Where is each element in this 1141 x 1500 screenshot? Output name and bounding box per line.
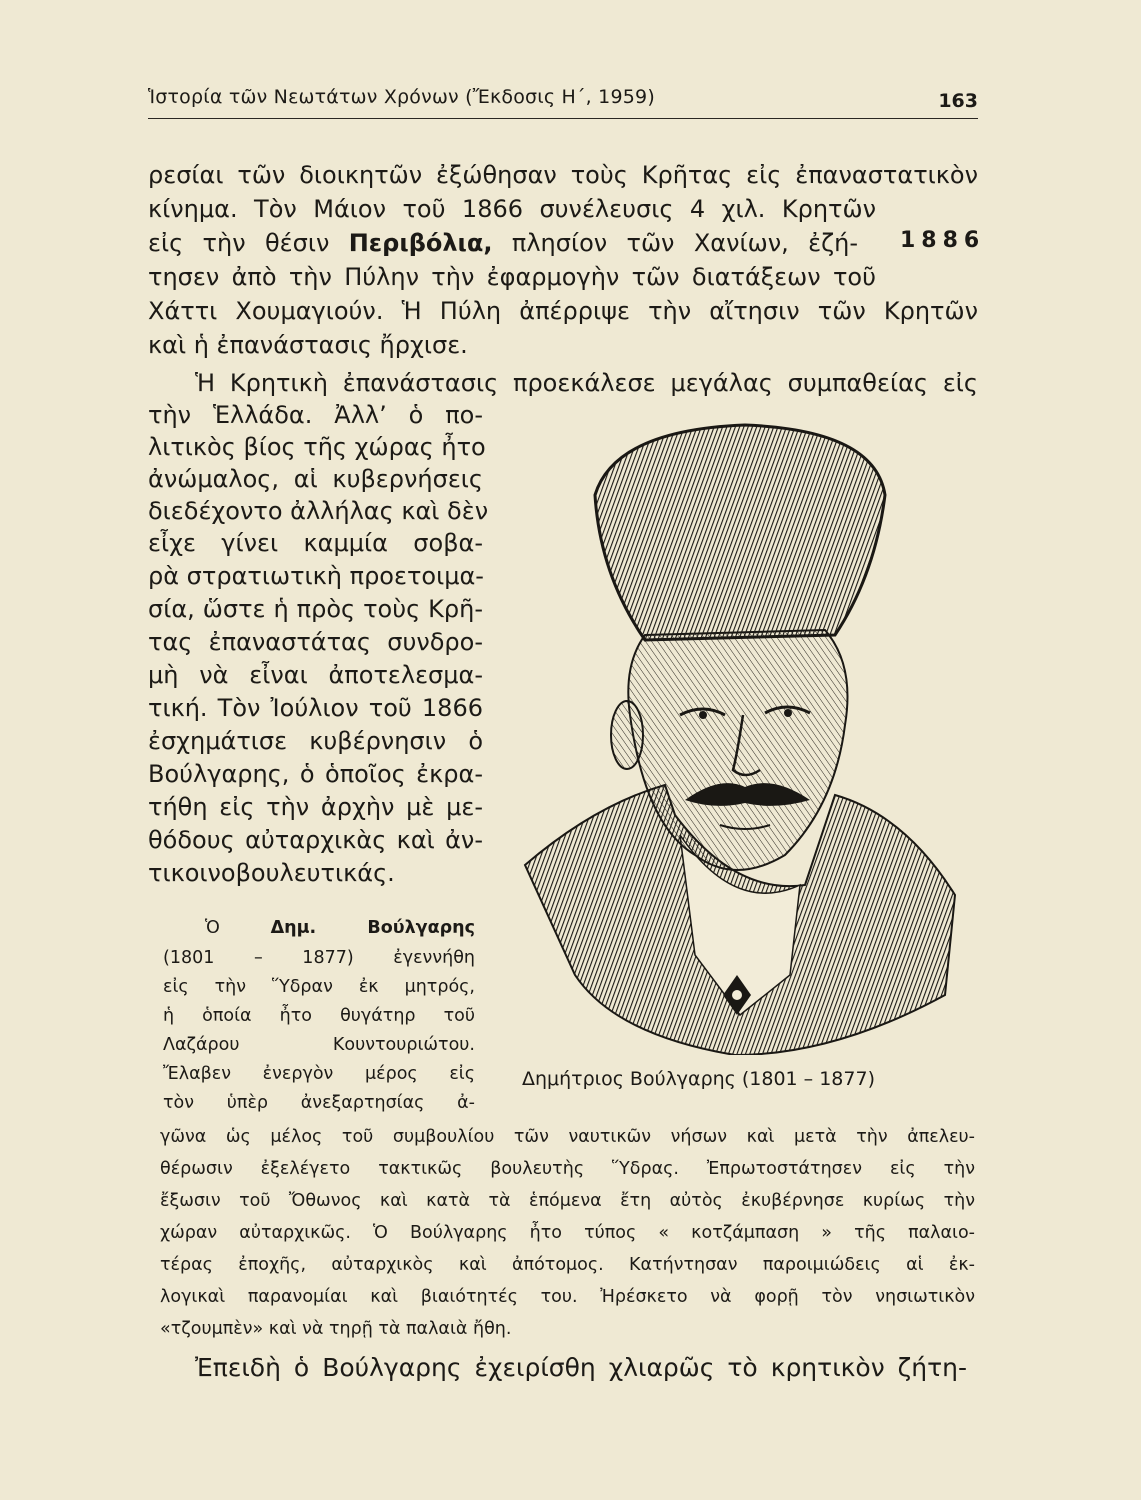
column-line: μὴ νὰ εἶναι ἀποτελεσμα-	[148, 661, 483, 689]
bio-line: εἰς τὴν Ὕδραν ἐκ μητρός,	[163, 977, 475, 997]
bio-name-bold: Δημ. Βούλγαρης	[270, 918, 475, 938]
column-line: τήθη εἰς τὴν ἀρχὴν μὲ με-	[148, 793, 483, 821]
running-title: Ἱστορία τῶν Νεωτάτων Χρόνων (Ἔκδοσις Η΄, 1959)	[148, 86, 655, 108]
bio-line: ἔξωσιν τοῦ Ὄθωνος καὶ κατὰ τὰ ἑπόμενα ἔτη αὐτὸς ἐκυβέρνησε κυρίως τὴν	[160, 1191, 975, 1211]
running-header	[148, 78, 978, 119]
column-line: τὴν Ἑλλάδα. Ἀλλ’ ὁ πο-	[148, 401, 483, 429]
text-line: Ἡ Κρητικὴ ἐπανάστασις προεκάλεσε μεγάλας συμπαθείας εἰς	[195, 369, 978, 397]
bio-line: τὸν ὑπὲρ ἀνεξαρτησίας ἀ-	[163, 1093, 475, 1113]
bio-line: (1801 – 1877) ἐγεννήθη	[163, 948, 475, 968]
bio-prefix: Ὁ	[205, 918, 271, 938]
bio-line: ἡ ὁποία ἦτο θυγάτηρ τοῦ	[163, 1006, 475, 1026]
page-number: 163	[938, 90, 978, 112]
text-fragment: πλησίον τῶν Χανίων, ἐζή-	[492, 229, 859, 257]
portrait-engraving	[505, 415, 965, 1055]
bio-line: Ἔλαβεν ἐνεργὸν μέρος εἰς	[163, 1064, 475, 1084]
bio-line: τέρας ἐποχῆς, αὐταρχικὸς καὶ ἀπότομος. Κατήντησαν παροιμιώδεις αἱ ἐκ-	[160, 1255, 975, 1275]
text-line: τησεν ἀπὸ τὴν Πύλην τὴν ἐφαρμογὴν τῶν διατάξεων τοῦ	[148, 263, 876, 291]
column-line: τική. Τὸν Ἰούλιον τοῦ 1866	[148, 694, 483, 722]
bio-line: χώραν αὐταρχικῶς. Ὁ Βούλγαρης ἦτο τύπος « κοτζάμπαση » τῆς παλαιο-	[160, 1223, 975, 1243]
text-line: Ἐπειδὴ ὁ Βούλγαρης ἐχειρίσθη χλιαρῶς τὸ κρητικὸν ζήτη-	[195, 1353, 967, 1382]
bio-line: «τζουμπὲν» καὶ νὰ τηρῇ τὰ παλαιὰ ἤθη.	[160, 1319, 512, 1339]
column-line: τας ἐπαναστάτας συνδρο-	[148, 628, 483, 656]
text-line: καὶ ἡ ἐπανάστασις ἤρχισε.	[148, 331, 468, 359]
bio-line: θέρωσιν ἐξελέγετο τακτικῶς βουλευτὴς Ὕδρας. Ἐπρωτοστάτησεν εἰς τὴν	[160, 1159, 975, 1179]
column-line: τικοινοβουλευτικάς.	[148, 859, 395, 887]
text-fragment: εἰς τὴν θέσιν	[148, 229, 349, 257]
margin-year-note: 1886	[900, 228, 986, 253]
column-line: εἶχε γίνει καμμία σοβα-	[148, 529, 483, 557]
portrait-caption: Δημήτριος Βούλγαρης (1801 – 1877)	[522, 1068, 875, 1090]
column-line: λιτικὸς βίος τῆς χώρας ἦτο	[148, 433, 486, 461]
text-line	[148, 228, 858, 258]
text-line: Χάττι Χουμαγιούν. Ἡ Πύλη ἀπέρριψε τὴν αἴτησιν τῶν Κρητῶν	[148, 297, 978, 325]
text-line: κίνημα. Τὸν Μάιον τοῦ 1866 συνέλευσις 4 χιλ. Κρητῶν	[148, 195, 876, 223]
column-line: σία, ὥστε ἡ πρὸς τοὺς Κρῆ-	[148, 595, 483, 623]
bio-line: λογικαὶ παρανομίαι καὶ βιαιότητές του. Ἠρέσκετο νὰ φορῇ τὸν νησιωτικὸν	[160, 1287, 975, 1307]
bio-line: Λαζάρου Κουντουριώτου.	[163, 1035, 475, 1055]
place-name-bold: Περιβόλια,	[348, 229, 493, 257]
column-line: θόδους αὐταρχικὰς καὶ ἀν-	[148, 826, 483, 854]
text-line: ρεσίαι τῶν διοικητῶν ἐξώθησαν τοὺς Κρῆτας εἰς ἐπαναστατικὸν	[148, 161, 978, 189]
column-line: Βούλγαρης, ὁ ὁποῖος ἐκρα-	[148, 760, 483, 788]
column-line: ἀνώμαλος, αἱ κυβερνήσεις	[148, 465, 483, 493]
column-line: ρὰ στρατιωτικὴ προετοιμα-	[148, 562, 484, 590]
column-line: διεδέχοντο ἀλλήλας καὶ δὲν	[148, 497, 489, 525]
bio-line: γῶνα ὡς μέλος τοῦ συμβουλίου τῶν ναυτικῶν νήσων καὶ μετὰ τὴν ἀπελευ-	[160, 1127, 975, 1147]
column-line: ἐσχημάτισε κυβέρνησιν ὁ	[148, 727, 483, 755]
bio-heading	[205, 914, 475, 942]
